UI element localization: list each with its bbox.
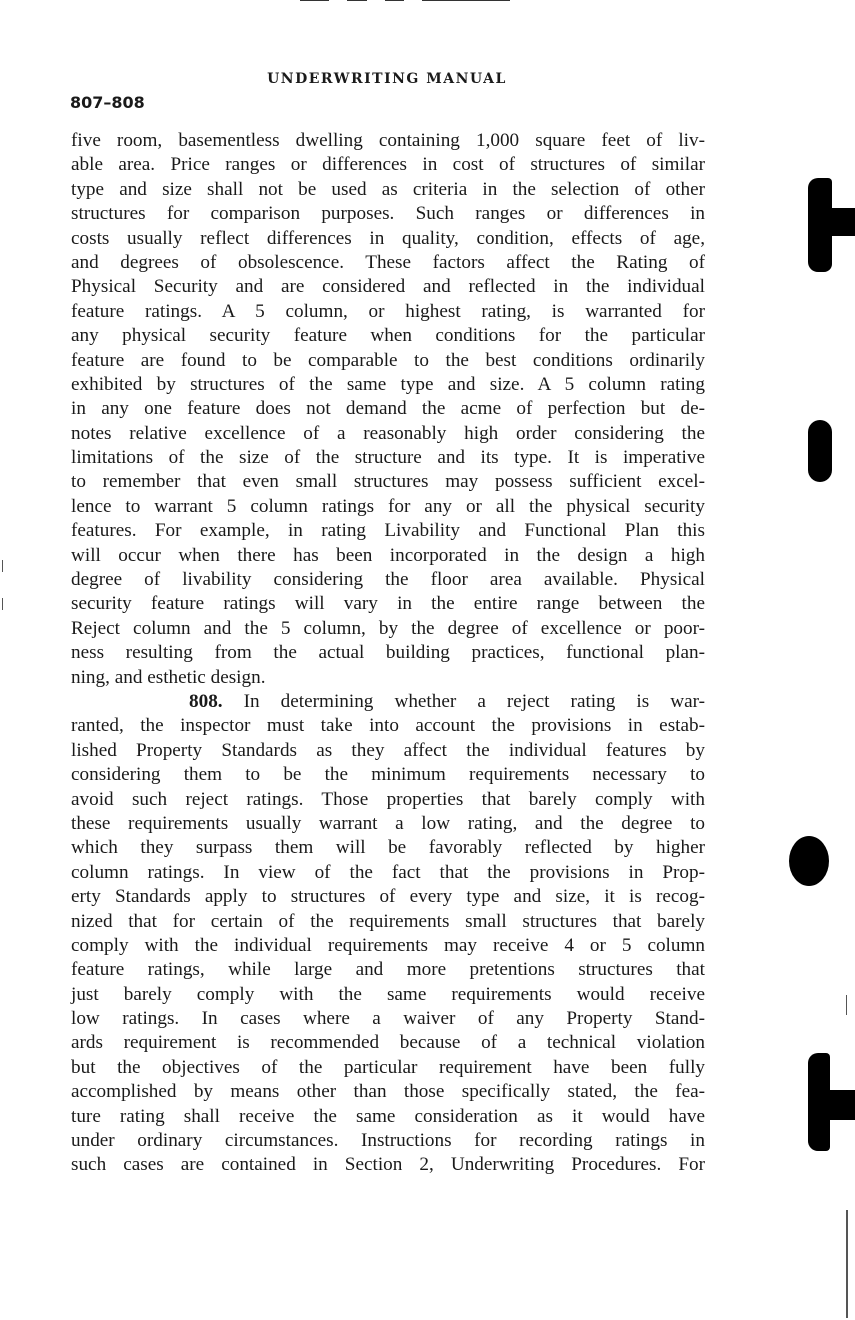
text-line: degree of livability considering the floor area available. Physical [71, 569, 705, 591]
text-line: these requirements usually warrant a low rating, and the degree to [71, 812, 705, 834]
text-line: lished Property Standards as they affect the individual features by [71, 739, 705, 761]
page-edge-tick [2, 560, 3, 572]
text-line: to remember that even small structures may possess sufficient excel- [71, 471, 705, 493]
page-body [71, 129, 705, 1178]
text-line: in any one feature does not demand the acme of perfection but de- [71, 398, 705, 420]
text-line: ards requirement is recommended because of a technical violation [71, 1032, 705, 1054]
text-line: feature ratings, while large and more pretentions structures that [71, 959, 705, 981]
running-title: UNDERWRITING MANUAL [267, 71, 507, 87]
text-line: ture rating shall receive the same consideration as it would have [71, 1105, 705, 1127]
section-808-lead-text: In determining whether a reject rating is war- [243, 690, 705, 712]
text-line: and degrees of obsolescence. These factors affect the Rating of [71, 251, 705, 273]
text-line: able area. Price ranges or differences in cost of structures of similar [71, 154, 705, 176]
text-line: limitations of the size of the structure and its type. It is imperative [71, 447, 705, 469]
section-808-first-line [71, 690, 705, 714]
text-line: notes relative excellence of a reasonably high order considering the [71, 422, 705, 444]
text-line: will occur when there has been incorporated in the design a high [71, 544, 705, 566]
top-edge-rule [300, 0, 510, 3]
page-edge-tick [2, 598, 3, 610]
text-line: type and size shall not be used as criteria in the selection of other [71, 178, 705, 200]
text-line: ning, and esthetic design. [71, 666, 266, 688]
page-edge-line [846, 1210, 848, 1318]
text-line: which they surpass them will be favorably reflected by higher [71, 837, 705, 859]
text-line: avoid such reject ratings. Those properties that barely comply with [71, 788, 705, 810]
section-number: 808. [189, 690, 223, 712]
text-line: structures for comparison purposes. Such ranges or differences in [71, 203, 705, 225]
text-line: under ordinary circumstances. Instructions for recording ratings in [71, 1130, 705, 1152]
text-line: nized that for certain of the requirements small structures that barely [71, 910, 705, 932]
text-line: erty Standards apply to structures of every type and size, it is recog- [71, 886, 705, 908]
text-line: ranted, the inspector must take into account the provisions in estab- [71, 715, 705, 737]
binder-clip-top-tab [826, 208, 855, 236]
section-808 [71, 690, 705, 1178]
text-line: such cases are contained in Section 2, Underwriting Procedures. For [71, 1154, 705, 1176]
text-line: but the objectives of the particular requirement have been fully [71, 1056, 705, 1078]
text-line: feature are found to be comparable to the best conditions ordinarily [71, 349, 705, 371]
text-line: any physical security feature when conditions for the particular [71, 325, 705, 347]
binder-clip-bottom-tab [826, 1090, 855, 1120]
text-line: five room, basementless dwelling containing 1,000 square feet of liv- [71, 130, 705, 151]
text-line: feature ratings. A 5 column, or highest rating, is warranted for [71, 300, 705, 322]
page-edge-tick [846, 995, 847, 1015]
section-range: 807–808 [70, 93, 145, 112]
text-line: considering them to be the minimum requirements necessary to [71, 764, 705, 786]
paragraph-807-continued [71, 129, 705, 690]
text-line: just barely comply with the same requirements would receive [71, 983, 705, 1005]
text-line: column ratings. In view of the fact that the provisions in Prop- [71, 861, 705, 883]
punch-hole-lower [789, 836, 829, 886]
text-line: low ratings. In cases where a waiver of any Property Stand- [71, 1008, 705, 1030]
text-line: features. For example, in rating Livability and Functional Plan this [71, 520, 705, 542]
text-line: exhibited by structures of the same type and size. A 5 column rating [71, 373, 705, 395]
text-line: ness resulting from the actual building practices, functional plan- [71, 642, 705, 664]
text-line: costs usually reflect differences in quality, condition, effects of age, [71, 227, 705, 249]
text-line: Reject column and the 5 column, by the degree of excellence or poor- [71, 617, 705, 639]
punch-hole-upper [808, 420, 832, 482]
text-line: Physical Security and are considered and reflected in the individual [71, 276, 705, 298]
text-line: security feature ratings will vary in the entire range between the [71, 593, 705, 615]
text-line: accomplished by means other than those specifically stated, the fea- [71, 1081, 705, 1103]
text-line: comply with the individual requirements may receive 4 or 5 column [71, 934, 705, 956]
text-line: lence to warrant 5 column ratings for any or all the physical security [71, 495, 705, 517]
